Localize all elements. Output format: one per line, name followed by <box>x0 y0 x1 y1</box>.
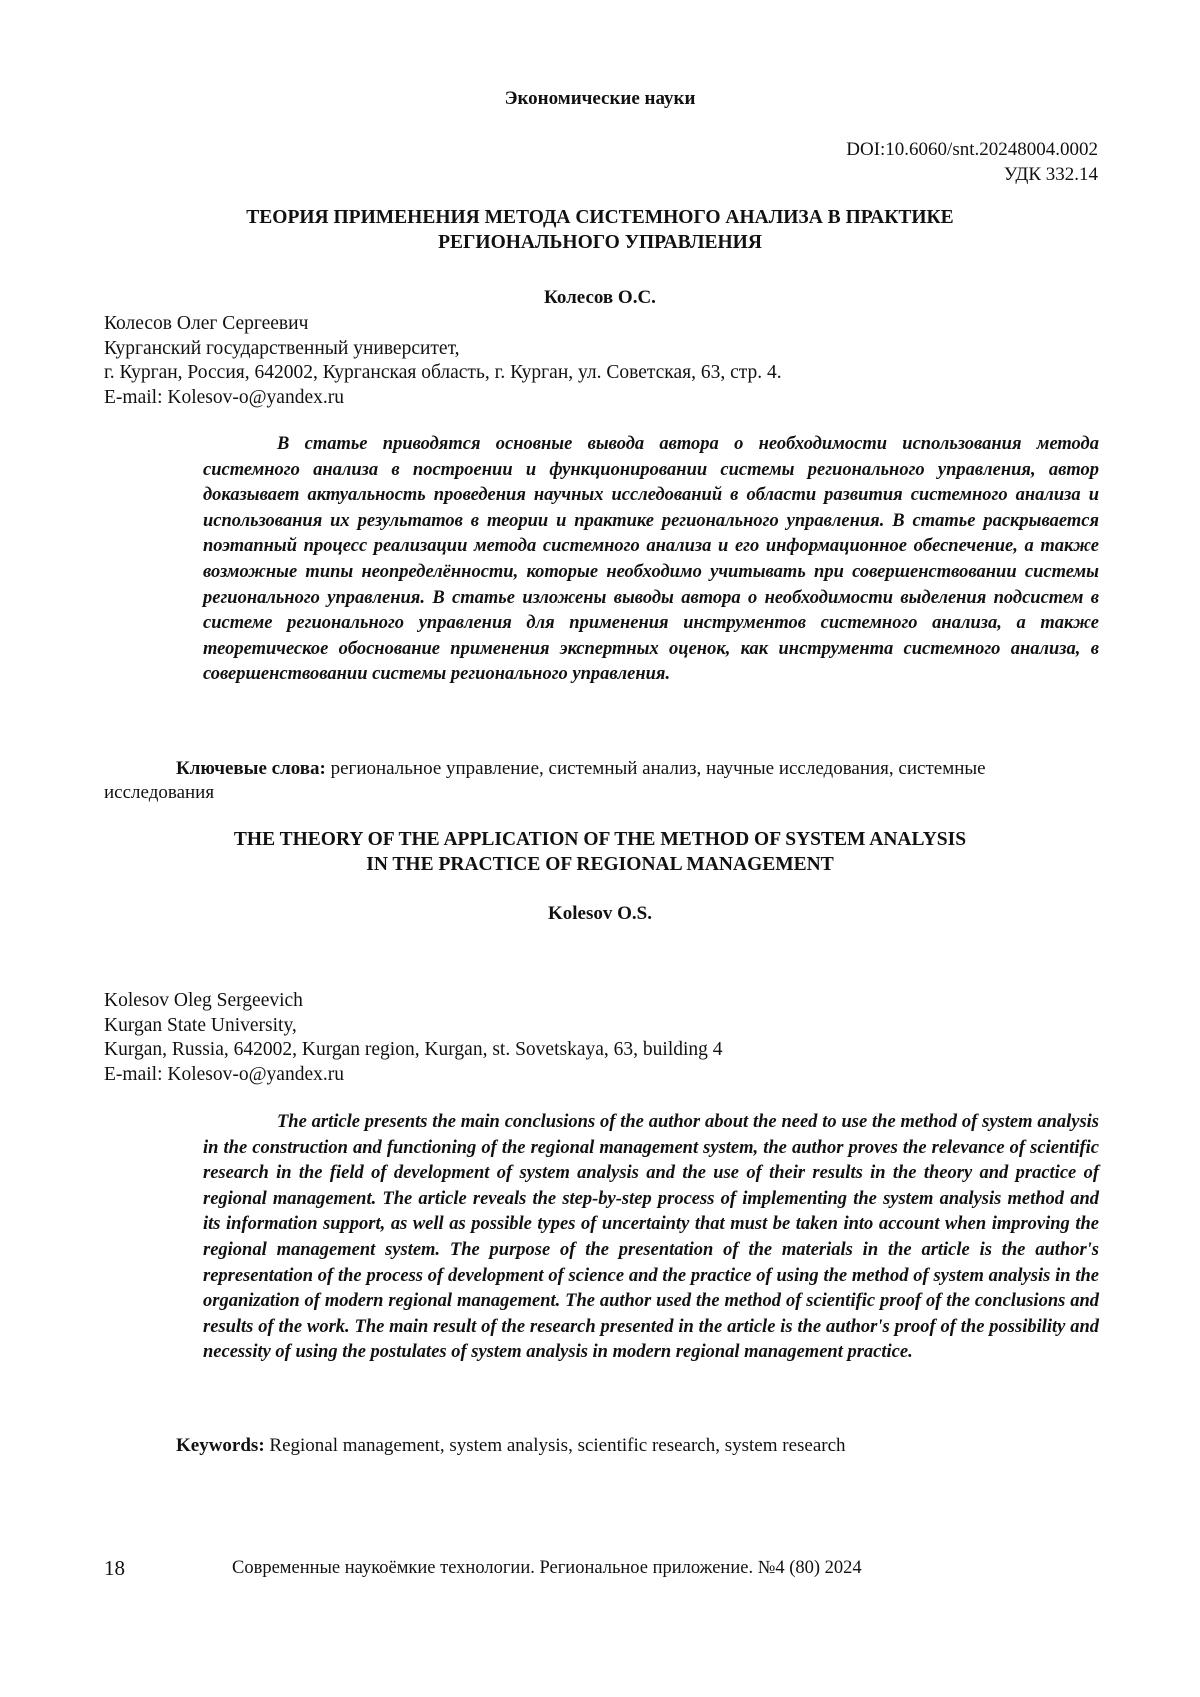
email-ru: E-mail: Kolesov-o@yandex.ru <box>104 386 344 408</box>
title-en-line2: IN THE PRACTICE OF REGIONAL MANAGEMENT <box>366 854 834 875</box>
keywords-en-label: Keywords: <box>176 1435 265 1456</box>
keywords-en-text: Regional management, system analysis, scientific research, system research <box>269 1435 846 1456</box>
udk: УДК 332.14 <box>1003 164 1098 185</box>
keywords-ru-label: Ключевые слова: <box>176 758 326 779</box>
title-ru-line1: ТЕОРИЯ ПРИМЕНЕНИЯ МЕТОДА СИСТЕМНОГО АНАЛИЗА В ПРАКТИКЕ <box>246 207 954 228</box>
article-meta <box>846 137 1098 187</box>
address-en: Kurgan, Russia, 642002, Kurgan region, Kurgan, st. Sovetskaya, 63, building 4 <box>104 1039 723 1060</box>
doi: DOI:10.6060/snt.20248004.0002 <box>846 139 1098 160</box>
author-en-full: Kolesov Oleg Sergeevich <box>104 990 303 1011</box>
section-heading: Экономические науки <box>504 88 696 109</box>
abstract-en: The article presents the main conclusions of the author about the need to use the method of system analysis in the construction and functioning of the regional management system, the author proves the relevance of scientific research in the field of development of system analysis and the use of their results in the theory and practice of regional management. The article reveals the step-by-step process of implementing the system analysis method and its information support, as well as possible types of uncertainty that must be taken into account when improving the regional management system. The purpose of the presentation of the materials in the article is the author's representation of the process of development of science and the practice of using the method of system analysis in the organization of modern regional management. The author used the method of scientific proof of the conclusions and results of the work. The main result of the research presented in the article is the author's proof of the possibility and necessity of using the postulates of system analysis in modern regional management practice. <box>203 1112 1099 1363</box>
author-ru-full: Колесов Олег Сергеевич <box>104 313 309 334</box>
university-ru: Курганский государственный университет, <box>104 337 460 359</box>
title-en <box>110 827 1090 877</box>
university-en: Kurgan State University, <box>104 1014 297 1036</box>
keywords-en <box>104 1434 1064 1458</box>
author-ru-short: Колесов О.С. <box>544 287 656 308</box>
keywords-ru-text: региональное управление, системный анализ, научные исследования, системные исследования <box>104 758 986 803</box>
title-ru <box>110 205 1090 255</box>
affiliation-en <box>104 989 723 1087</box>
keywords-ru <box>104 757 1064 805</box>
address-ru: г. Курган, Россия, 642002, Курганская область, г. Курган, ул. Советская, 63, стр. 4. <box>104 362 782 383</box>
title-en-line1: THE THEORY OF THE APPLICATION OF THE METHOD OF SYSTEM ANALYSIS <box>233 829 967 850</box>
title-ru-line2: РЕГИОНАЛЬНОГО УПРАВЛЕНИЯ <box>438 232 762 253</box>
affiliation-ru <box>104 312 782 410</box>
email-en: E-mail: Kolesov-o@yandex.ru <box>104 1063 344 1085</box>
author-en-short: Kolesov O.S. <box>548 903 652 924</box>
journal-footer: Современные наукоёмкие технологии. Региональное приложение. №4 (80) 2024 <box>232 1558 862 1578</box>
abstract-ru: В статье приводятся основные вывода автора о необходимости использования метода системного анализа в построении и функционировании системы регионального управления, автор доказывает актуальность проведения научных исследований в области развития системного анализа и использования их результатов в теории и практике регионального управления. В статье раскрывается поэтапный процесс реализации метода системного анализа и его информационное обеспечение, а также возможные типы неопределённости, которые необходимо учитывать при совершенствовании системы регионального управления. В статье изложены выводы автора о необходимости выделения подсистем в системе регионального управления для применения инструментов системного анализа, а также теоретическое обоснование применения экспертных оценок, как инструмента системного анализа, в совершенствовании системы регионального управления. <box>203 434 1099 685</box>
page-number: 18 <box>104 1556 125 1580</box>
